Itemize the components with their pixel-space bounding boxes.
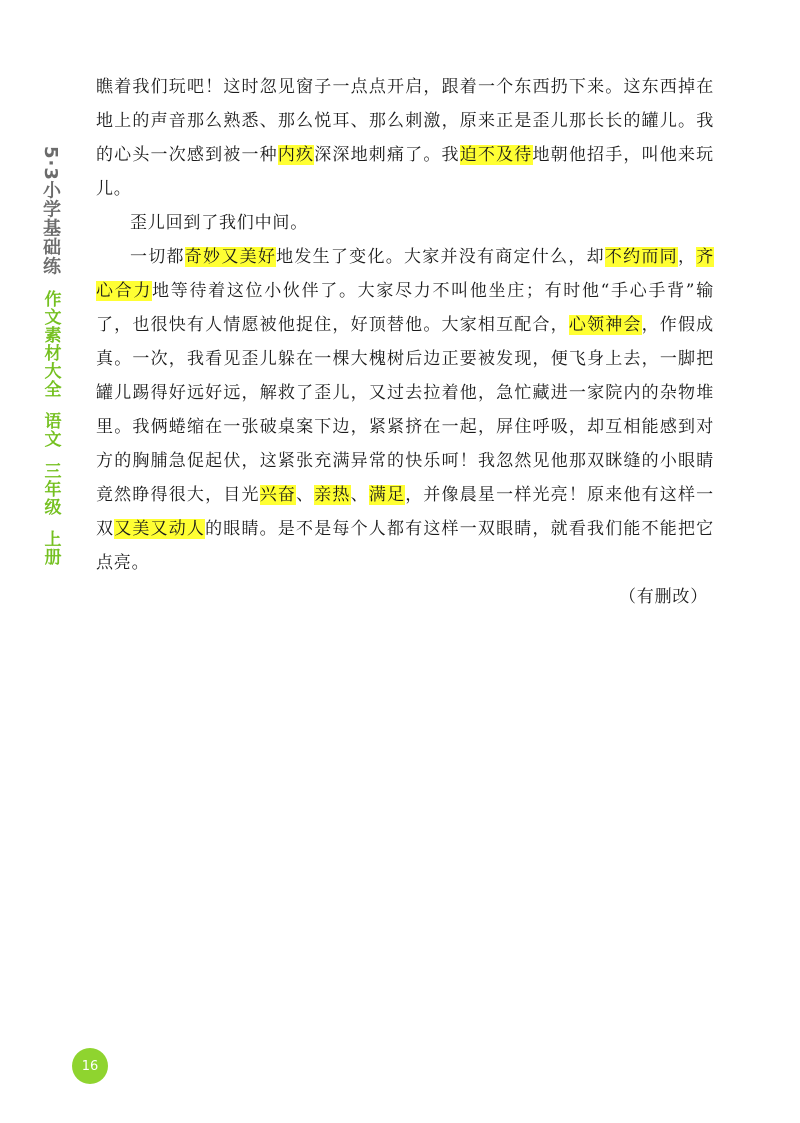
text-segment: 瞧着我们玩吧！这时忽见窗子一点点开启，跟着一个东西扔下来。这东西掉在地上的声音那么熟悉、那么悦耳、那么刺激，原来正是歪儿那长长的罐儿。我的心头一次感到被一种 xyxy=(96,77,714,165)
sidebar-series-label xyxy=(28,146,72,566)
paragraph xyxy=(96,206,714,240)
highlighted-phrase: 亲热 xyxy=(314,485,351,505)
text-segment: 深深地刺痛了。我 xyxy=(314,145,460,165)
text-segment: ， xyxy=(677,247,697,267)
volume-label: 上册 xyxy=(40,529,61,566)
series-brand: 5·3小学基础练 xyxy=(40,146,61,276)
highlighted-phrase: 迫不及待 xyxy=(459,145,533,165)
highlighted-phrase: 心领神会 xyxy=(568,315,642,335)
text-segment: 、 xyxy=(350,485,369,505)
paragraph xyxy=(96,70,714,206)
text-segment: 地发生了变化。大家并没有商定什么，却 xyxy=(276,247,605,267)
text-segment: 一切都 xyxy=(130,247,185,267)
text-segment: 、 xyxy=(296,485,315,505)
paragraph-list xyxy=(96,70,714,580)
text-segment: 歪儿回到了我们中间。 xyxy=(130,213,308,233)
text-segment: 的眼睛。是不是每个人都有这样一双眼睛，就看我们能不能把它点亮。 xyxy=(96,519,714,573)
text-segment: ，并像晨星一样光亮！原来他有这样一双 xyxy=(96,485,714,539)
page-number: 16 xyxy=(72,1048,108,1084)
source-note: （有删改） xyxy=(619,587,708,607)
paragraph xyxy=(96,240,714,580)
highlighted-phrase: 满足 xyxy=(368,485,406,505)
highlighted-phrase: 又美又动人 xyxy=(114,519,206,539)
highlighted-phrase: 不约而同 xyxy=(604,247,678,267)
article-body xyxy=(96,70,714,614)
highlighted-phrase: 兴奋 xyxy=(259,485,297,505)
text-segment: ，作假成真。一次，我看见歪儿躲在一棵大槐树后边正要被发现，便飞身上去，一脚把罐儿踢得好远好远，解救了歪儿，又过去拉着他，急忙藏进一家院内的杂物堆里。我俩蜷缩在一张破桌案下边，紧紧挤在一起，屏住呼吸，却互相能感到对方的胸脯急促起伏，这紧张充满异常的快乐呵！我忽然见他那双眯缝的小眼睛竟然睁得很大，目光 xyxy=(96,315,714,505)
text-segment: 地等待着这位小伙伴了。大家尽力不叫他坐庄；有时他“手心手背”输了，也很快有人情愿被他捉住，好顶替他。大家相互配合， xyxy=(96,281,714,335)
highlighted-phrase: 奇妙又美好 xyxy=(184,247,277,267)
book-category: 作文素材大全 xyxy=(40,289,61,398)
grade-label: 三年级 xyxy=(40,461,61,516)
highlighted-phrase: 内疚 xyxy=(277,145,315,165)
text-segment: 地朝他招手，叫他来玩儿。 xyxy=(96,145,714,199)
subject-label: 语文 xyxy=(40,411,61,448)
highlighted-phrase: 齐心合力 xyxy=(96,247,715,301)
